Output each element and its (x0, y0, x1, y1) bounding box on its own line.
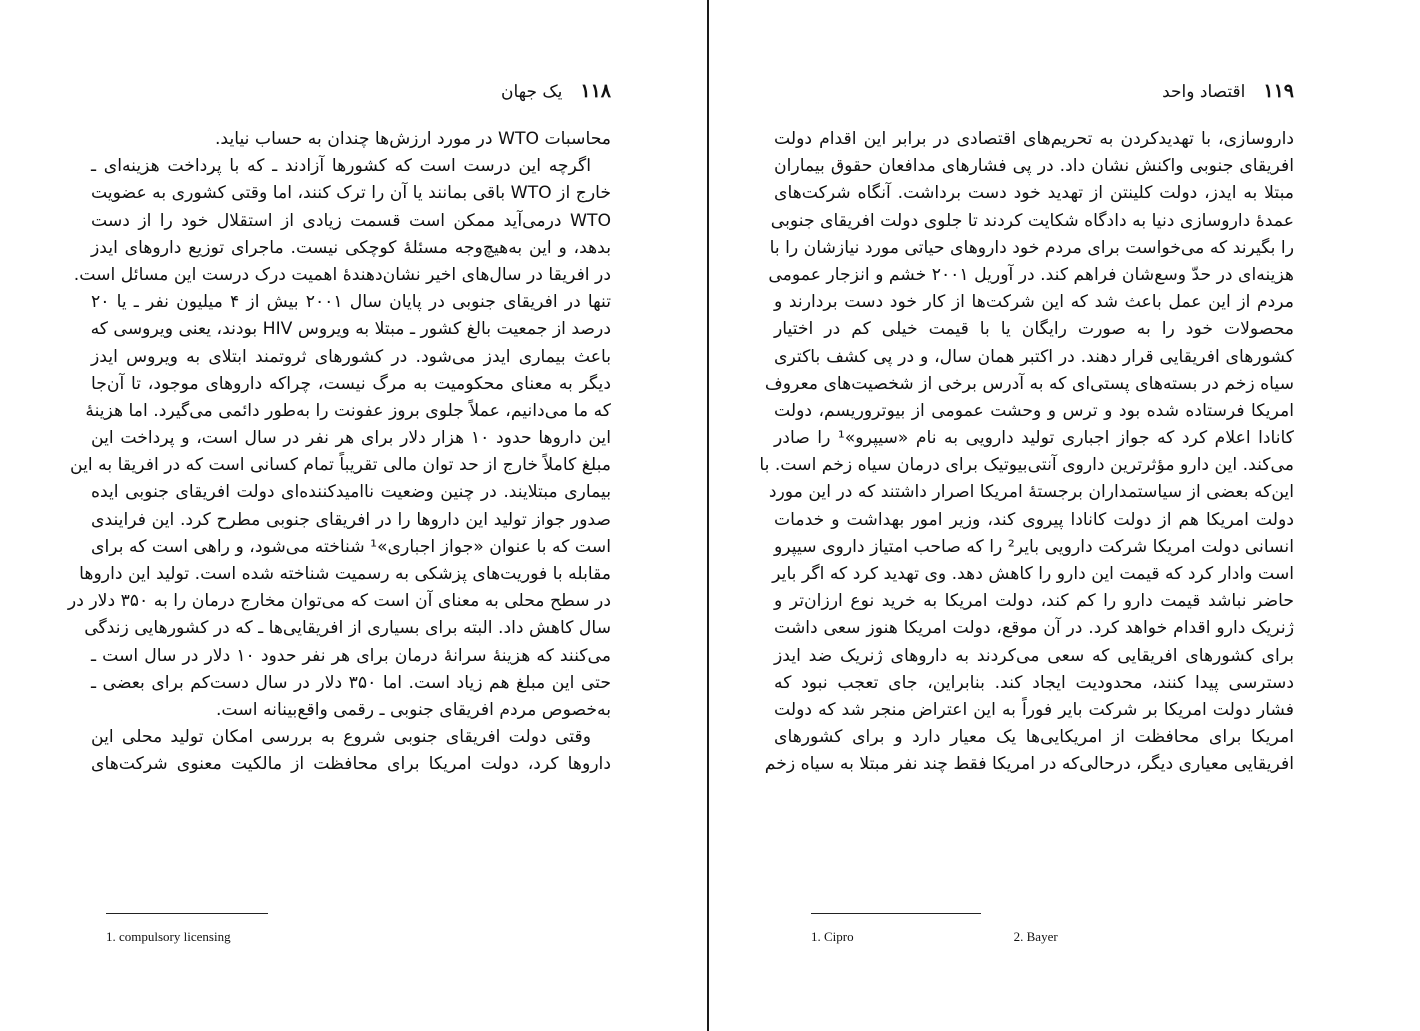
text-line: داروها کرد، دولت امریکا برای محافظت از مالکیت معنوی شرکت‌های (91, 754, 611, 775)
text-line: تنها در افریقای جنوبی در پایان سال ۲۰۰۱ بیش از ۴ میلیون نفر ـ یا ۲۰ (91, 292, 612, 313)
text-line: را بگیرند که می‌خواست برای مردم خود داروهای حیاتی مورد نیازشان را با (769, 237, 1294, 258)
text-line: می‌کنند که هزینهٔ سرانهٔ درمان برای هر نفر حدود ۱۰ دلار در سال است ـ (91, 645, 611, 666)
text-line: WTO درمی‌آید ممکن است قسمت زیادی از استقلال خود را از دست (91, 210, 611, 231)
body-text (67, 126, 612, 779)
text-line: صدور جواز تولید این داروها را در افریقای جنوبی مطرح کرد. این فرایندی (91, 509, 611, 530)
text-line: هزینه‌ای در حدّ وسع‌شان فراهم کند. در آوریل ۲۰۰۱ خشم و انزجار عمومی (768, 264, 1294, 285)
running-head (501, 80, 611, 110)
text-line: کشورهای افریقایی قرار دهند. در اکتبر همان سال، و در پی کشف باکتری (774, 346, 1294, 367)
text-line: باعث بیماری ایدز می‌شود. در کشورهای ثروتمند ابتلای به ویروس ایدز (91, 346, 611, 367)
text-line: محصولات خود را به صورت رایگان یا با قیمت خیلی کم در اختیار (774, 319, 1294, 340)
text-line: افریقای جنوبی واکنش نشان داد. در پی فشارهای مدافعان حقوق بیماران (774, 156, 1294, 177)
text-line: امریکا برای محافظت از امریکایی‌ها یک معیار دارد و برای کشورهای (774, 727, 1294, 748)
text-line: سال کاهش داد. البته برای بسیاری از افریقایی‌ها ـ که در کشورهایی زندگی (84, 618, 611, 639)
text-line: داروسازی، با تهدیدکردن به تحریم‌های اقتصادی در برابر این اقدام دولت (774, 129, 1294, 149)
footnote: 1. compulsory licensing (106, 929, 231, 944)
text-line: بیماری مبتلایند. در چنین وضعیت ناامیدکننده‌ای دولت افریقای جنوبی ایده (91, 482, 611, 503)
text-line: مبلغ کاملاً خارج از حد توان مالی تقریباً تمام کسانی است که در افریقا به این (70, 455, 611, 476)
text-line: برای کشورهای افریقایی که سعی می‌کردند به داروهای ژنریک ضد ایدز (774, 645, 1294, 666)
text-line: دیگر به معنای محکومیت به مرگ نیست، چراکه داروهای موجود، تا آن‌جا (91, 373, 611, 394)
text-line: انسانی دولت امریکا شرکت دارویی بایر² را که صاحب امتیاز داروی سیپرو (774, 536, 1294, 557)
running-head (1162, 80, 1294, 110)
text-line: مقابله با فوریت‌های پزشکی به رسمیت شناخته شده است. تولید این داروها (79, 564, 611, 584)
text-line: دسترسی پیدا کنند، محدودیت ایجاد کند. بنابراین، جای تعجب نبود که (774, 672, 1294, 693)
text-line: کانادا اعلام کرد که جواز اجباری تولید دارویی به نام «سیپرو»¹ را صادر (774, 428, 1294, 449)
text-line: است وادار کرد که قیمت این دارو را کاهش دهد. وی تهدید کرد که اگر بایر (772, 564, 1294, 584)
footnote: 1. Cipro (811, 929, 854, 944)
text-line: فشار دولت امریکا بر شرکت بایر فوراً به این اعتراض منجر شد که دولت (774, 699, 1294, 720)
text-line: که ما می‌دانیم، عملاً جلوی بروز عفونت را به‌طور دائمی می‌گیرد. اما هزینهٔ (85, 400, 611, 421)
footnotes (811, 929, 1058, 945)
footnote: 2. Bayer (1013, 929, 1058, 944)
text-line: خارج از WTO باقی بمانند یا آن را ترک کنند، اما وقتی کشوری به عضویت (91, 183, 611, 204)
text-line: ژنریک دارو اقدام خواهد کرد. در آن موقع، دولت امریکا هنوز سعی داشت (774, 618, 1294, 639)
text-line: محاسبات WTO در مورد ارزش‌ها چندان به حساب نیاید. (214, 129, 611, 149)
text-line: عمدهٔ داروسازی دنیا به دادگاه شکایت کردند تا جلوی دولت افریقای جنوبی (770, 210, 1294, 231)
page-number: ۱۱۹ (1263, 80, 1294, 102)
text-line: بدهد، و این به‌هیچ‌وجه مسئلهٔ کوچکی نیست. ماجرای توزیع داروهای ایدز (91, 237, 611, 258)
text-line: است که با عنوان «جواز اجباری»¹ شناخته می‌شود، و راهی است که برای (91, 536, 611, 557)
right-page (709, 0, 1420, 1031)
footnote-divider (811, 913, 981, 914)
text-line: سیاه زخم در بسته‌های پستی‌ای که به آدرس برخی از شخصیت‌های معروف (764, 373, 1294, 394)
text-line: وقتی دولت افریقای جنوبی شروع به بررسی امکان تولید محلی این (91, 727, 591, 748)
text-line: این‌که بعضی از سیاستمداران برجستهٔ امریکا اصرار داشتند که در این مورد (768, 482, 1294, 503)
text-line: در افریقا در سال‌های اخیر نشان‌دهندهٔ اهمیت درک درست این مسائل است. (73, 264, 611, 285)
page-number: ۱۱۸ (580, 80, 611, 102)
text-line: می‌کند. این دارو مؤثرترین داروی آنتی‌بیوتیک برای درمان سیاه زخم است. با (759, 455, 1294, 476)
text-line: در سطح محلی به معنای آن است که می‌توان مخارج درمان را به ۳۵۰ دلار در (67, 591, 611, 612)
text-line: اگرچه این درست است که کشورها آزادند ـ که با پرداخت هزینه‌ای ـ (91, 156, 591, 177)
text-line: به‌خصوص مردم افریقای جنوبی ـ رقمی واقع‌بینانه است. (215, 699, 611, 720)
text-line: این داروها حدود ۱۰ هزار دلار برای هر نفر در سال است، و پرداخت این (91, 428, 611, 449)
text-line: درصد از جمعیت بالغ کشور ـ مبتلا به ویروس HIV بودند، یعنی ویروسی که (90, 319, 611, 340)
footnote-divider (106, 913, 268, 914)
running-title: اقتصاد واحد (1162, 82, 1246, 102)
text-line: دولت امریکا هم از دولت کانادا پیروی کند، وزیر امور بهداشت و خدمات (774, 509, 1294, 530)
body-text (759, 126, 1294, 779)
footnotes (106, 929, 231, 945)
text-line: مردم از این عمل باعث شد که این شرکت‌ها از کار خود دست بردارند و (774, 292, 1294, 313)
text-line: افریقایی معیاری دیگر، درحالی‌که در امریکا فقط چند نفر مبتلا به سیاه زخم (764, 754, 1294, 775)
text-line: حتی این مبلغ هم زیاد است. اما ۳۵۰ دلار در سال دست‌کم برای بعضی ـ (91, 672, 611, 693)
text-line: حاضر نباشد قیمت دارو را کم کند، دولت امریکا به خرید نوع ارزان‌تر و (774, 591, 1294, 612)
running-title: یک جهان (501, 82, 563, 102)
text-line: مبتلا به ایدز، دولت کلینتن از تهدید خود دست برداشت. آنگاه شرکت‌های (774, 183, 1294, 204)
text-line: امریکا فرستاده شده بود و ترس و وحشت عمومی از بیوتروریسم، دولت (774, 400, 1294, 421)
left-page (0, 0, 707, 1031)
